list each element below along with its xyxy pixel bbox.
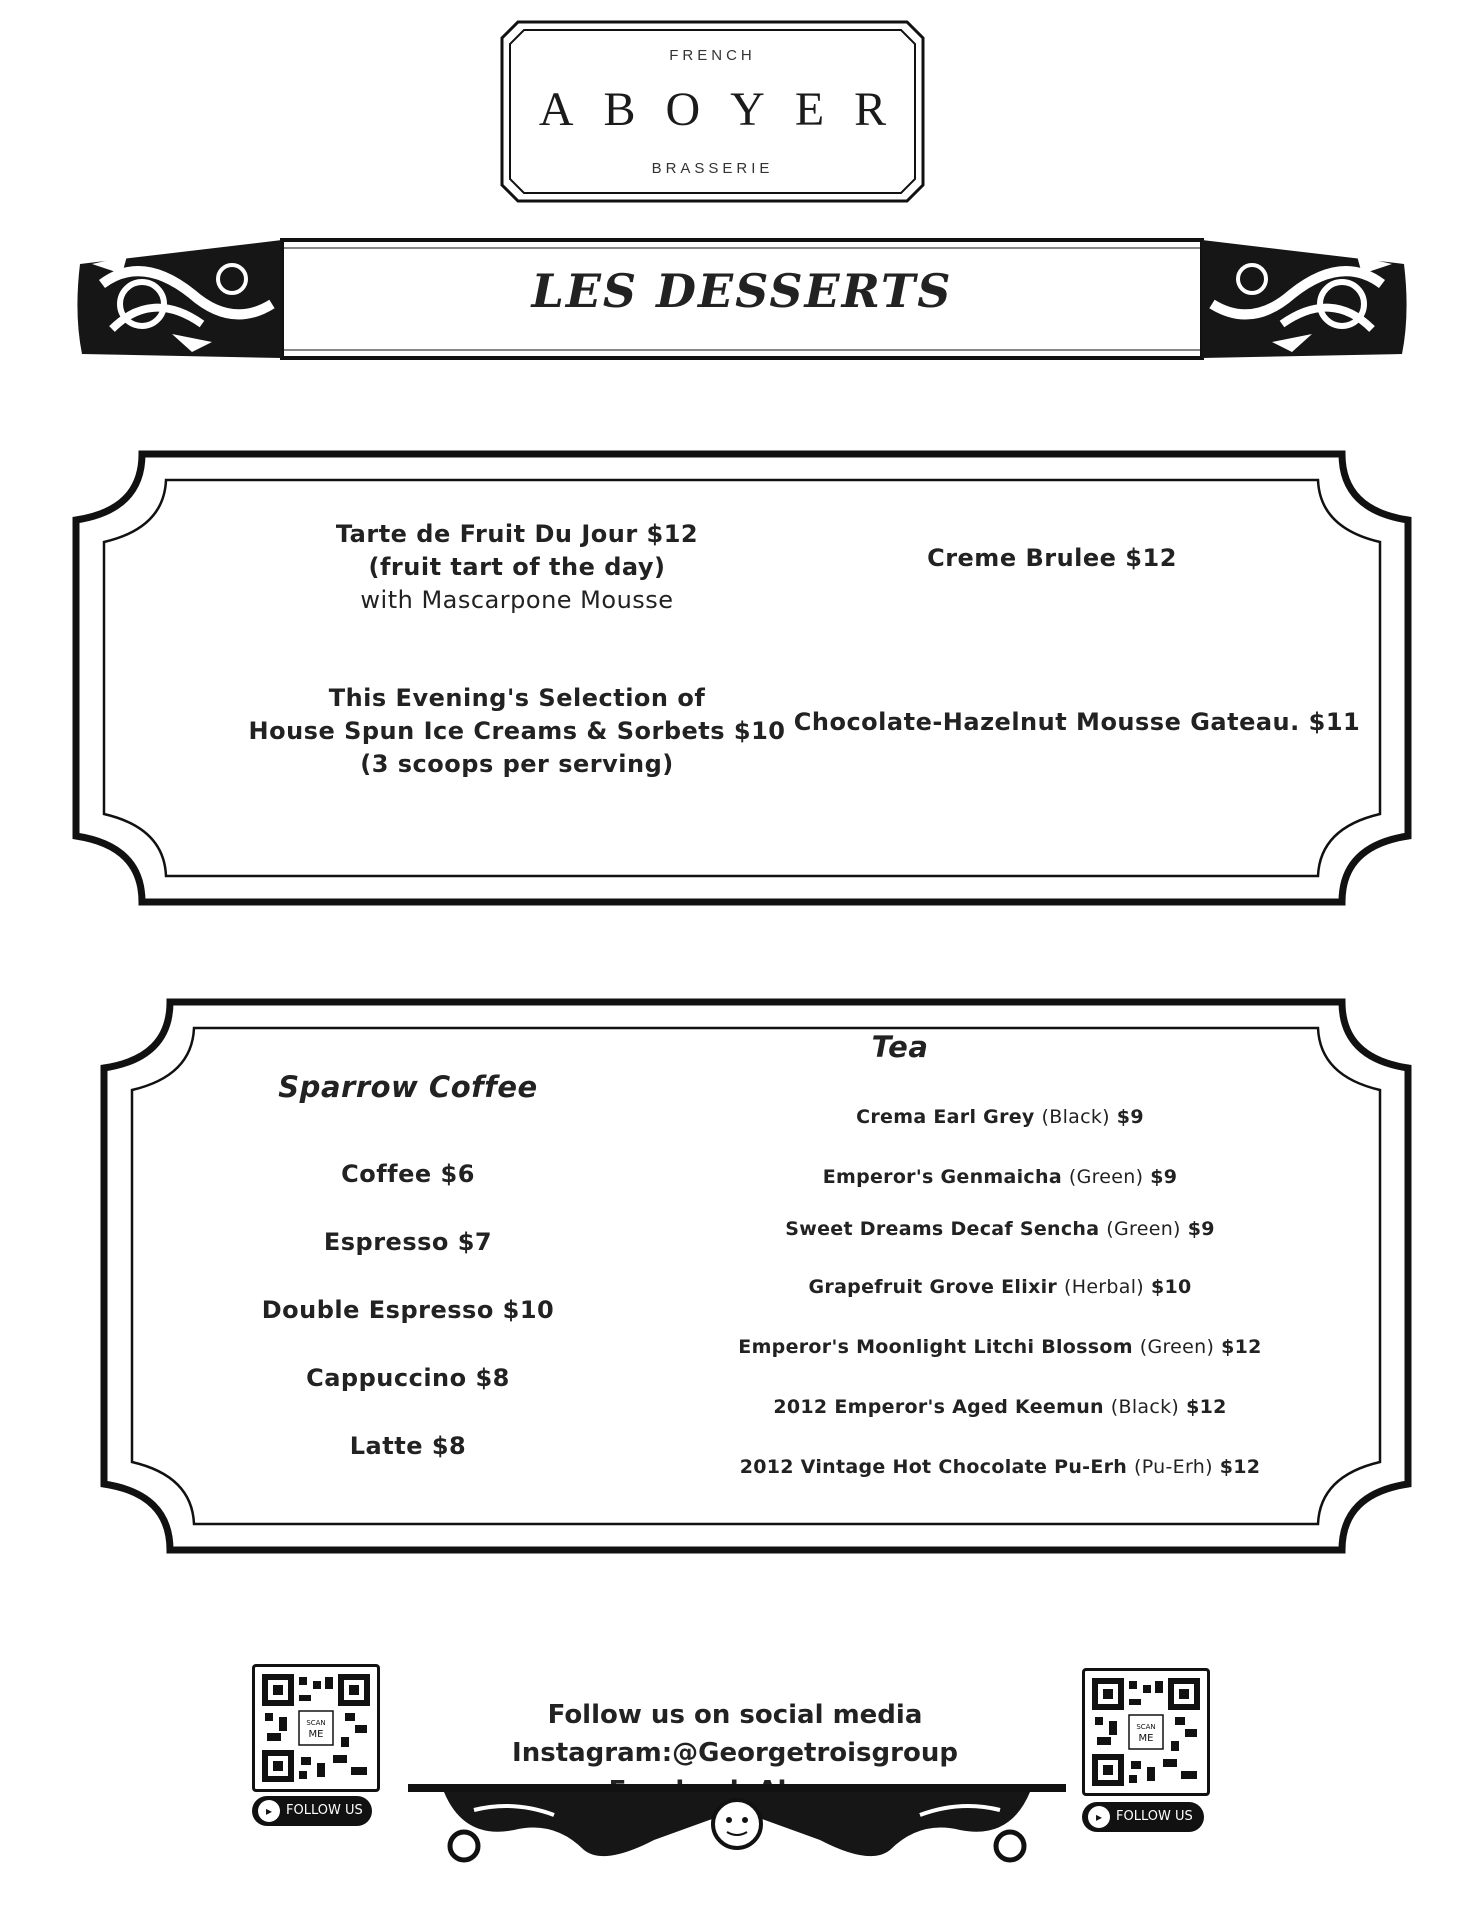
svg-text:ME: ME [1138,1733,1154,1744]
tea-item: Grapefruit Grove Elixir (Herbal) $10 [808,1276,1192,1298]
qr-code-icon [1085,1671,1207,1793]
coffee-item: Cappuccino $8 [306,1364,510,1392]
desserts-panel [72,450,1412,906]
tea-item: 2012 Vintage Hot Chocolate Pu-Erh (Pu-Erh) $12 [739,1456,1261,1478]
svg-text:ME: ME [308,1729,324,1740]
tea-item: Crema Earl Grey (Black) $9 [856,1106,1144,1128]
tea-heading: Tea [871,1030,929,1064]
drinks-panel [100,998,1412,1554]
coffee-item: Coffee $6 [341,1160,475,1188]
qr-code-icon [255,1667,377,1789]
coffee-item: Latte $8 [349,1432,467,1460]
logo-top-word: FRENCH [669,47,756,64]
coffee-heading: Sparrow Coffee [278,1070,538,1104]
social-handles: Instagram:@Georgetroisgroup [512,1738,958,1768]
tarte-accompaniment: with Mascarpone Mousse [360,586,674,614]
ice-line-1: This Evening's Selection of [328,684,706,712]
social-heading: Follow us on social media [547,1700,923,1730]
tarte-translation: (fruit tart of the day) [368,553,666,581]
ice-line-3: (3 scoops per serving) [360,750,674,778]
banner-title: LES DESSERTS [531,264,953,318]
follow-us-button-right[interactable] [1082,1802,1204,1832]
tarte-title: Tarte de Fruit Du Jour $12 [335,520,699,548]
megaphone-icon: ▸ [1088,1806,1110,1828]
footer-ornament [404,1780,1070,1870]
qr-code-left[interactable] [252,1664,380,1792]
svg-text:SCAN: SCAN [306,1719,326,1727]
logo-bottom-word: BRASSERIE [651,160,774,177]
svg-text:SCAN: SCAN [1136,1723,1156,1731]
coffee-item: Double Espresso $10 [261,1296,555,1324]
tea-item: 2012 Emperor's Aged Keemun (Black) $12 [773,1396,1227,1418]
tea-item: Sweet Dreams Decaf Sencha (Green) $9 [785,1218,1215,1240]
follow-label: FOLLOW US [286,1803,363,1818]
coffee-item: Espresso $7 [323,1228,493,1256]
follow-label: FOLLOW US [1116,1809,1193,1824]
follow-us-button-left[interactable] [252,1796,372,1826]
dessert-creme-brulee: Creme Brulee $12 [927,544,1177,572]
dessert-gateau: Chocolate-Hazelnut Mousse Gateau. $11 [793,708,1361,736]
tea-item: Emperor's Moonlight Litchi Blossom (Green) $12 [738,1336,1262,1358]
qr-code-right[interactable] [1082,1668,1210,1796]
megaphone-icon: ▸ [258,1800,280,1822]
brand-logo [500,20,925,203]
ice-line-2: House Spun Ice Creams & Sorbets $10 [248,717,786,745]
tea-item: Emperor's Genmaicha (Green) $9 [822,1166,1178,1188]
dessert-banner [72,234,1412,362]
logo-name: ABOYER [538,83,917,136]
